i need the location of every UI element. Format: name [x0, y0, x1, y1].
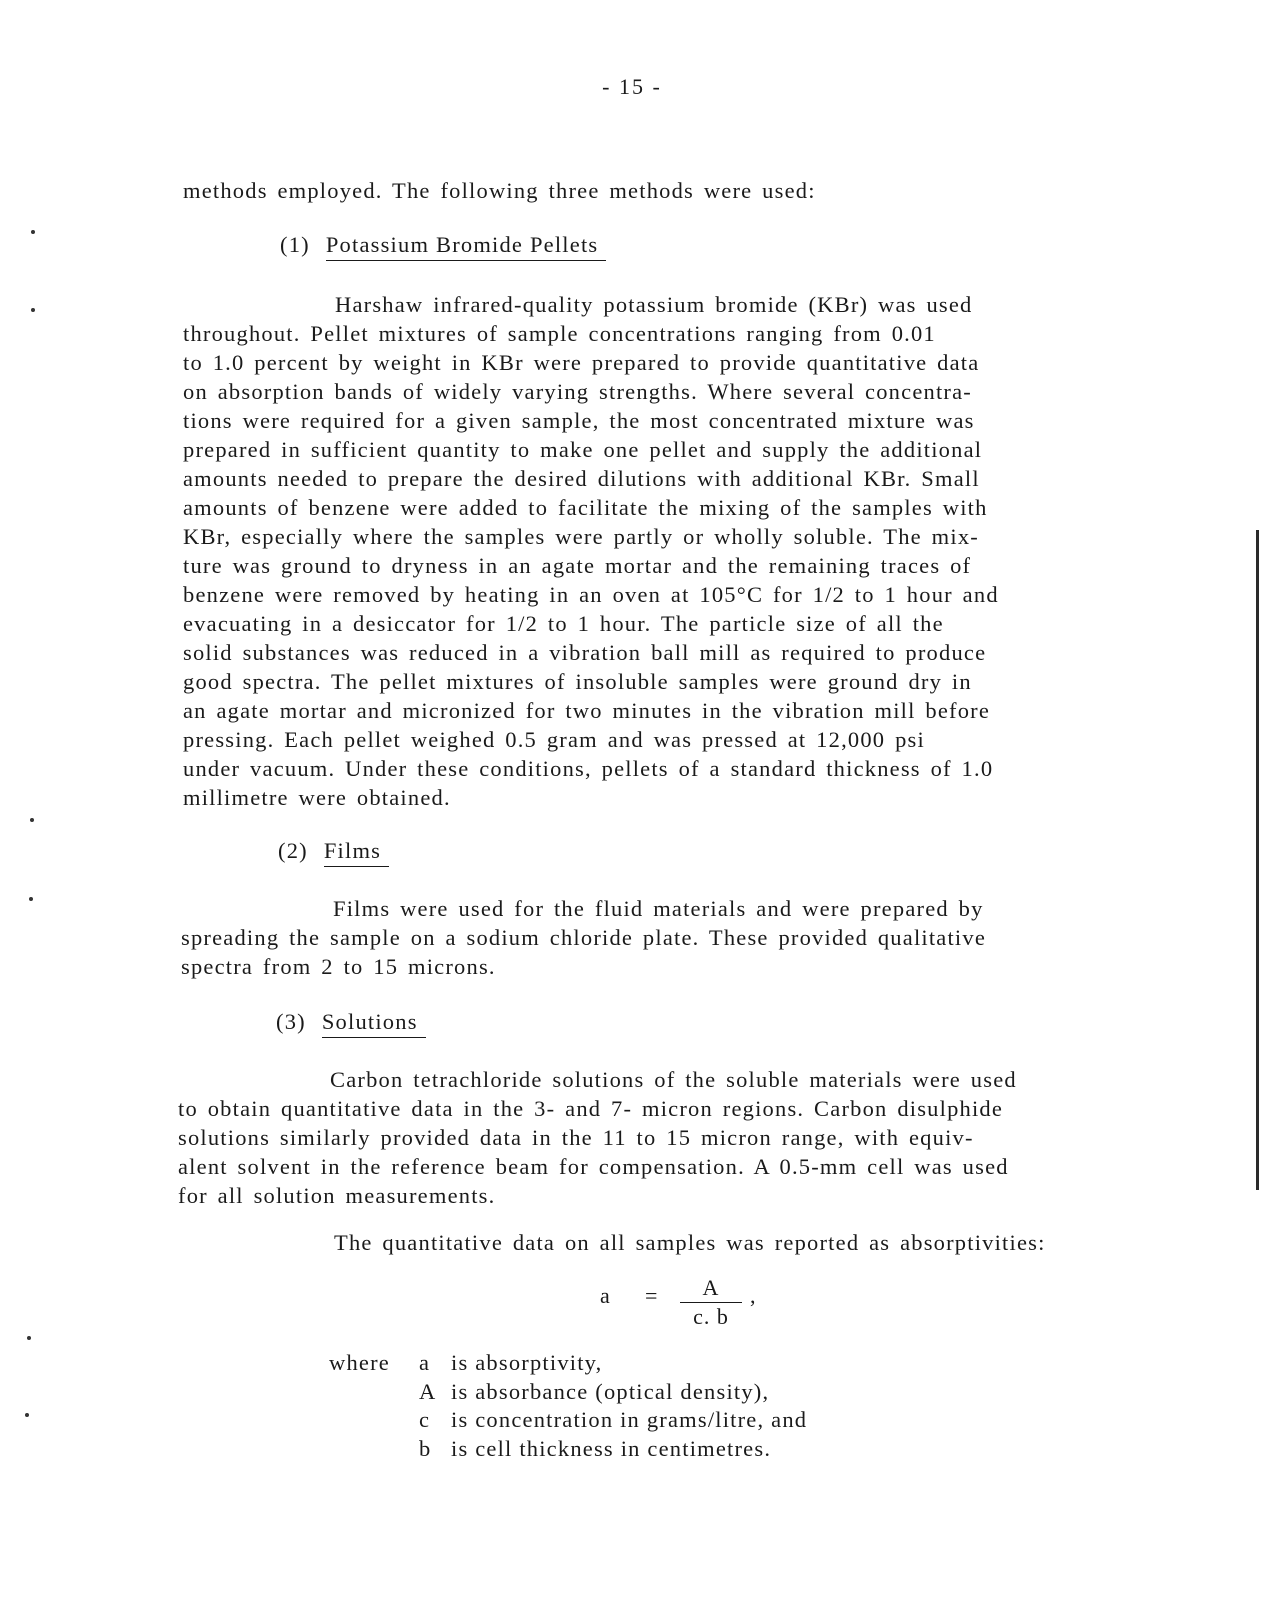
definition-symbol: b	[419, 1435, 432, 1461]
section-1-number: (1)	[280, 232, 310, 257]
scan-dot	[29, 897, 33, 901]
definition-row	[329, 1378, 969, 1407]
paragraph-line: amounts of benzene were added to facilitate the mixing of the samples with	[183, 495, 988, 520]
formula-denominator: c. b	[693, 1304, 729, 1329]
paragraph-line: to obtain quantitative data in the 3- and 7- micron regions. Carbon disulphide	[178, 1096, 1004, 1121]
variable-definitions	[329, 1349, 969, 1463]
paragraph-line: solutions similarly provided data in the 11 to 15 micron range, with equiv-	[178, 1125, 974, 1150]
scan-edge-bar	[1256, 530, 1259, 1190]
paragraph-line: prepared in sufficient quantity to make one pellet and supply the additional	[183, 437, 983, 462]
scan-dot	[25, 1413, 29, 1417]
formula-comma: ,	[750, 1283, 757, 1308]
formula-fraction	[680, 1275, 742, 1330]
formula-numerator: A	[680, 1275, 742, 1303]
paragraph-line: Harshaw infrared-quality potassium bromide (KBr) was used	[335, 292, 973, 317]
definition-symbol: a	[419, 1350, 431, 1375]
section-2-number: (2)	[278, 838, 308, 863]
paragraph-line: an agate mortar and micronized for two minutes in the vibration mill before	[183, 698, 991, 723]
definition-text: is cell thickness in centimetres.	[451, 1435, 772, 1461]
paragraph-line: under vacuum. Under these conditions, pellets of a standard thickness of 1.0	[183, 756, 994, 781]
intro-line: methods employed. The following three methods were used:	[183, 178, 816, 203]
paragraph-line: Carbon tetrachloride solutions of the soluble materials were used	[330, 1067, 1017, 1092]
paragraph-line: on absorption bands of widely varying strengths. Where several concentra-	[183, 379, 972, 404]
section-3-paragraph	[178, 1065, 1017, 1210]
paragraph-line: pressing. Each pellet weighed 0.5 gram and was pressed at 12,000 psi	[183, 727, 925, 752]
paragraph-line: benzene were removed by heating in an oven at 105°C for 1/2 to 1 hour and	[183, 582, 999, 607]
formula-lhs: a	[600, 1283, 611, 1308]
section-2-heading	[278, 838, 389, 864]
paragraph-line: throughout. Pellet mixtures of sample concentrations ranging from 0.01	[183, 321, 936, 346]
section-2-paragraph	[181, 894, 986, 981]
scan-dot	[31, 230, 35, 234]
paragraph-line: Films were used for the fluid materials and were prepared by	[333, 896, 984, 921]
definition-row	[329, 1349, 969, 1378]
definition-prefix: where	[329, 1350, 390, 1375]
section-3-heading	[276, 1009, 426, 1035]
definition-text: is absorbance (optical density),	[451, 1378, 770, 1404]
intro-paragraph	[183, 176, 816, 205]
definition-row	[329, 1406, 969, 1435]
section-1-title: Potassium Bromide Pellets	[326, 232, 607, 261]
paragraph-line: for all solution measurements.	[178, 1183, 496, 1208]
paragraph-line: evacuating in a desiccator for 1/2 to 1 hour. The particle size of all the	[183, 611, 944, 636]
paragraph-line: good spectra. The pellet mixtures of insoluble samples were ground dry in	[183, 669, 972, 694]
paragraph-line: alent solvent in the reference beam for compensation. A 0.5-mm cell was used	[178, 1154, 1009, 1179]
page-number: - 15 -	[602, 74, 662, 99]
paragraph-line: amounts needed to prepare the desired dilutions with additional KBr. Small	[183, 466, 980, 491]
paragraph-line: solid substances was reduced in a vibration ball mill as required to produce	[183, 640, 987, 665]
section-3-title: Solutions	[322, 1009, 426, 1038]
paragraph-line: spreading the sample on a sodium chloride plate. These provided qualitative	[181, 925, 987, 950]
definition-symbol: c	[419, 1407, 431, 1432]
section-1-heading	[280, 232, 606, 258]
scan-dot	[27, 1336, 31, 1340]
paragraph-line: to 1.0 percent by weight in KBr were prepared to provide quantitative data	[183, 350, 980, 375]
section-3-number: (3)	[276, 1009, 306, 1034]
paragraph-line: millimetre were obtained.	[183, 785, 451, 810]
formula-equals: =	[645, 1283, 659, 1308]
definition-text: is concentration in grams/litre, and	[451, 1407, 808, 1432]
definition-text: is absorptivity,	[451, 1350, 603, 1375]
paragraph-line: tions were required for a given sample, the most concentrated mixture was	[183, 408, 975, 433]
definition-symbol: A	[419, 1378, 437, 1404]
closing-line: The quantitative data on all samples was reported as absorptivities:	[334, 1230, 1046, 1255]
closing-paragraph	[334, 1228, 1046, 1257]
paragraph-line: spectra from 2 to 15 microns.	[181, 954, 496, 979]
paragraph-line: ture was ground to dryness in an agate mortar and the remaining traces of	[183, 553, 972, 578]
definition-row	[329, 1435, 969, 1464]
scan-dot	[30, 818, 34, 822]
section-2-title: Films	[324, 838, 389, 867]
paragraph-line: KBr, especially where the samples were partly or wholly soluble. The mix-	[183, 524, 979, 549]
section-1-paragraph	[183, 290, 999, 812]
scan-dot	[31, 308, 35, 312]
